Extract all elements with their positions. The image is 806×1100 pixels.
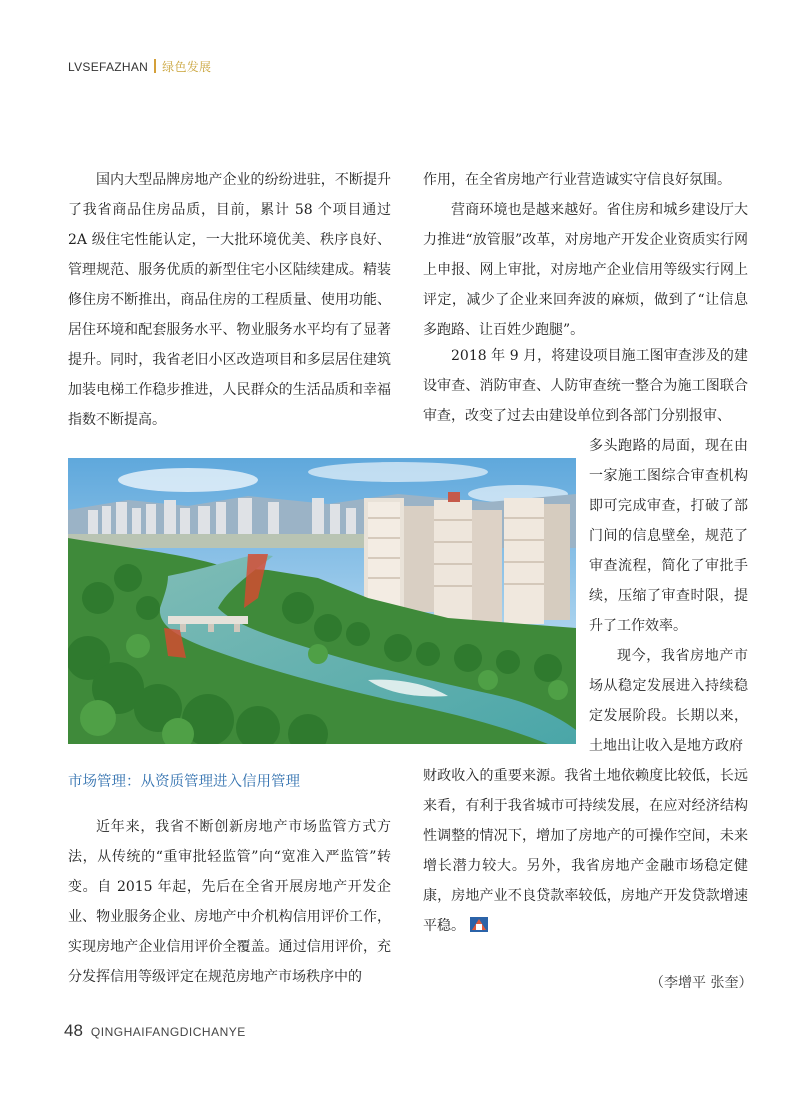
page-number: 48	[64, 1021, 83, 1040]
right-paragraph-4-wide	[423, 761, 748, 941]
magazine-name: QINGHAIFANGDICHANYE	[90, 1025, 246, 1039]
city-river-photo-image	[68, 458, 576, 744]
left-bottom-paragraph: 近年来，我省不断创新房地产市场监管方式方法，从传统的“重审批轻监管”向“宽准入严监管”转变。自 2015 年起，先后在全省开展房地产开发企业、物业服务企业、房地产中介机构信用评价工作，实现房地产企业信用评价全覆盖。通过信用评价，充分发挥信用等级评定在规范房地产市场秩序中的	[68, 819, 391, 985]
header-pinyin: LVSEFAZHAN	[68, 60, 149, 74]
city-river-photo	[68, 458, 576, 744]
right-paragraph-3-wide: 2018 年 9 月，将建设项目施工图审查涉及的建设审查、消防审查、人防审查统一整合为施工图联合审查，改变了过去由建设单位到各部门分别报审、	[423, 348, 748, 424]
end-mark-icon	[469, 915, 489, 933]
right-paragraph-1: 作用，在全省房地产行业营造诚实守信良好氛围。	[423, 172, 731, 188]
author-credit: （李增平 张奎）	[650, 975, 753, 991]
section-title: 市场管理：从资质管理进入信用管理	[68, 774, 300, 790]
running-header	[68, 58, 211, 75]
left-intro-paragraph: 国内大型品牌房地产企业的纷纷进驻，不断提升了我省商品住房品质，目前，累计 58 个项目通过 2A 级住宅性能认定，一大批环境优美、秩序良好、管理规范、服务优质的新型住宅小区陆续建成。精装修住房不断推出，商品住房的工程质量、使用功能、居住环境和配套服务水平、物业服务水平均有了显著提升。同时，我省老旧小区改造项目和多层居住建筑加装电梯工作稳步推进，人民群众的生活品质和幸福指数不断提高。	[68, 172, 391, 428]
right-paragraph-2: 营商环境也是越来越好。省住房和城乡建设厅大力推进“放管服”改革，对房地产开发企业资质实行网上申报、网上审批，对房地产企业信用等级实行网上评定，减少了企业来回奔波的麻烦，做到了“让信息多跑路、让百姓少跑腿”。	[423, 202, 748, 338]
header-section-name: 绿色发展	[162, 60, 212, 74]
page-footer	[64, 1021, 246, 1041]
right-paragraph-4-narrow: 现今，我省房地产市场从稳定发展进入持续稳定发展阶段。长期以来，土地出让收入是地方政府	[589, 648, 748, 754]
right-paragraph-4-text: 财政收入的重要来源。我省土地依赖度比较低，长远来看，有利于我省城市可持续发展，在应对经济结构性调整的情况下，增加了房地产的可操作空间，未来增长潜力较大。另外，我省房地产金融市场稳定健康，房地产业不良贷款率较低，房地产开发贷款增速平稳。	[423, 768, 748, 934]
header-divider	[154, 59, 156, 73]
right-paragraph-3-narrow: 多头跑路的局面，现在由一家施工图综合审查机构即可完成审查，打破了部门间的信息壁垒，规范了审查流程，简化了审批手续，压缩了审查时限，提升了工作效率。	[589, 438, 748, 634]
